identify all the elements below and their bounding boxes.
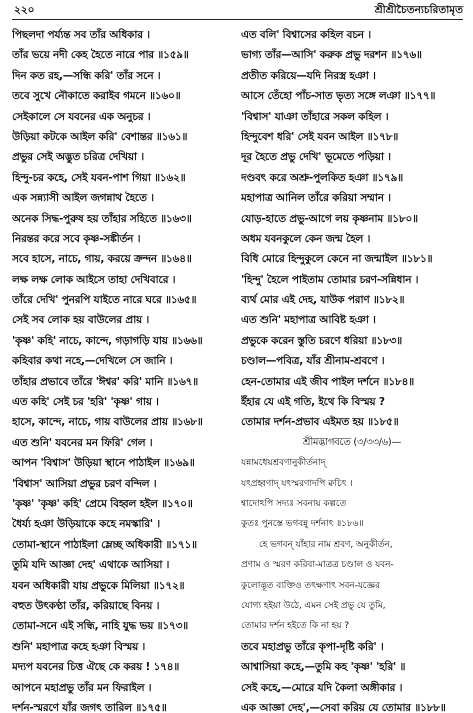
verse-line: আশ্বাসিয়া কহে,—তুমি কহ 'কৃষ্ণ' 'হরি' ॥: [241, 661, 406, 674]
verse-line: চণ্ডাল—পবিত্র, যাঁর শ্রীনাম-শ্রবণে ।: [241, 355, 385, 368]
verse-line: অনেক সিদ্ধ-পুরুষ হয় তাঁহার সহিতে ॥১৬৩॥: [12, 212, 192, 225]
verse-line: প্রতীত করিয়ে—যদি নিরস্ত্র হঞা ।: [241, 69, 376, 82]
verse-line: যোড়-হাতে প্রভু-আগে লয় কৃষ্ণনাম ॥১৮০॥: [241, 212, 418, 225]
verse-line: দূর হৈতে প্রভু দেখি' ভূমেতে পড়িয়া ।: [241, 151, 391, 164]
verse-line: হিন্দু-চর কহে, সেই যবন-পাশ গিয়া ॥১৬২॥: [12, 171, 186, 184]
verse-line: পিছলদা পর্য্যন্ত সব তাঁর অধিকার ।: [12, 29, 150, 41]
verse-line: 'বিশ্বাস' আসিয়া প্রভুর চরণ বন্দিল ।: [12, 477, 157, 490]
verse-line: অধম যবনকুলে কেন জন্ম হৈল ।: [241, 232, 371, 245]
verse-line: বিধি মোরে হিন্দুকুলে কেনে না জন্মাইল ॥১৮১॥: [241, 253, 433, 266]
verse-line: তোমার দর্শন-প্রভাব এইমত হয় ॥১৮৫॥: [241, 416, 399, 429]
verse-line: ধৈর্য্য হঞা উড়িয়াকে কহে নমস্কারি' ।: [12, 518, 160, 531]
verse-line: উড়িয়া কটকে আইল করি' বেশান্তর ॥১৬১॥: [12, 130, 188, 143]
verse-line: তবে মহাপ্রভু তাঁরে কৃপা-দৃষ্টি করি' ।: [241, 640, 384, 653]
verse-line: তোমা-স্থানে পাঠাইলা ম্লেচ্ছ অধিকারী ॥১৭১॥: [12, 538, 197, 551]
verse-line: তোমা-সনে এই সন্ধি, নাহি যুদ্ধ ভয় ॥১৭৩॥: [12, 620, 189, 633]
verse-line: সেই সব লোক হয় বাউলের প্রায় ।: [12, 314, 150, 327]
verse-line: 'কৃষ্ণ' কহি' নাচে, কান্দে, গড়াগড়ি যায় ॥১৬৬॥: [12, 334, 203, 347]
verse-line: এত কহি' সেই চর 'হরি' 'কৃষ্ণ' গায় ।: [12, 396, 159, 409]
verse-line: এত শুনি' মহাপাত্র আবিষ্ট হঞা ।: [241, 314, 376, 327]
verse-line: 'বিশ্বাস' যাঞা তাঁহারে সকল কহিল ।: [241, 110, 389, 123]
sanskrit-line: হে ভগবন্ যাঁহার নাম শ্রবণ, অনুকীর্তন,: [259, 538, 393, 550]
verse-line: তুমি যদি আজ্ঞা দেহ' এথাকে আসিয়া ।: [12, 559, 170, 572]
scripture-reference: শ্রীমদ্ভাগবতে (৩/৩৩/৬)—: [302, 436, 402, 448]
verse-line: আপনে মহাপ্রভু তাঁর মন ফিরাইল ।: [12, 681, 152, 694]
verse-line: কহিবার কথা নহে,—দেখিলে সে জানি ।: [12, 355, 173, 368]
sanskrit-line: তোমার দর্শন হইতে কি না হয় ?: [241, 620, 349, 632]
verse-line: আপন 'বিশ্বাস' উড়িয়া স্থানে পাঠাইল ॥১৬৯॥: [12, 457, 195, 470]
verse-line: 'কৃষ্ণ' 'কৃষ্ণ' কহি' প্রেমে বিহ্বল হইল ॥১৭০॥: [12, 497, 193, 510]
sanskrit-line: যন্নামধেয়শ্রবণানুকীর্তনাদ্: [241, 457, 326, 469]
running-title: শ্রীশ্রীচৈতন্যচরিতামৃত: [374, 4, 463, 16]
verse-line: মদ্যপ যবনের চিত্ত ঐছে কে করয় ! ১৭৪॥: [12, 661, 180, 674]
sanskrit-line: প্রণাম ও স্মরণ করিবা-মাত্রত্র চণ্ডাল ও যবন-: [241, 559, 394, 571]
sanskrit-line: যোগ্য হইয়া উঠে, এমন সেই প্রভু যে তুমি,: [241, 599, 386, 611]
verse-line: সেই কহে,—মোরে যদি কৈলা অঙ্গীকার ।: [241, 681, 403, 694]
verse-line: মহাপাত্র আনিল তাঁরে করিয়া সম্মান ।: [241, 192, 391, 205]
verse-line: দিন কত রহ,—সন্ধি করি' তাঁর সনে ।: [12, 69, 161, 82]
verse-line: ভাগ্য তাঁর—আসি' করুক প্রভু দরশন ॥১৭৬॥: [241, 49, 422, 62]
sanskrit-line: শ্বাদোঽপি সদ্যঃ সবনায় কল্পতে: [241, 497, 347, 509]
verse-line: এত বলি' বিশ্বাসের কহিল বচন ।: [241, 29, 371, 41]
verse-line: সেইকালে সে যবনের এক অনুচর ।: [12, 110, 151, 123]
verse-line: দর্শন-স্মরণে যাঁর জগৎ তারিল ॥১৭৫॥: [12, 701, 167, 713]
verse-line: সবে হাসে, নাচে, গায়, করয়ে ক্রন্দন ॥১৬৪॥: [12, 253, 192, 266]
verse-line: ব্যর্থ মোর এই দেহ, যাউক পরাণ ॥১৮২॥: [241, 294, 405, 307]
verse-line: প্রভুকে করেন স্তুতি চরণে ধরিয়া ॥১৮৩॥: [241, 334, 402, 347]
verse-line: শুনি' মহাপাত্র কহে হঞা বিস্ময় ।: [12, 640, 146, 653]
verse-line: আসে তেঁহো পাঁচ-সাত ভৃত্য সঙ্গে লঞা ॥১৭৭॥: [241, 90, 436, 103]
verse-line: বহুত উৎকণ্ঠা তাঁর, করিয়াছে বিনয় ।: [12, 599, 160, 612]
page-header: [14, 3, 463, 17]
verse-line: লক্ষ লক্ষ লোক আইসে তাহা দেখিবারে ।: [12, 273, 176, 286]
verse-line: এক আজ্ঞা দেহ',—সেবা করিয় যে তোমার ॥১৮৮॥: [241, 701, 446, 713]
right-column: [241, 25, 463, 713]
sanskrit-line: যৎপ্রহ্বণাদ্ যৎস্মরণাদপি ক্বচিৎ ।: [241, 477, 353, 489]
sanskrit-line: কুতঃ পুনস্তে ভগবন্নু দর্শনাৎ ॥১৮৬॥: [241, 518, 364, 530]
verse-line: ইঁহার যে এই গতি, ইথে কি বিস্ময় ?: [241, 396, 385, 409]
verse-line: হাসে, কান্দে, নাচে, গায় বাউলের প্রায় ॥১৬৮॥: [12, 416, 203, 429]
verse-line: তাঁর ভয়ে নদী কেহ হৈতে নারে পার ॥১৫৯॥: [12, 49, 189, 62]
verse-line: প্রভুর সেই অদ্ভুত চরিত্র দেখিয়া ।: [12, 151, 144, 164]
verse-line: এত শুনি' যবনের মন ফিরি' গেল ।: [12, 436, 153, 449]
verse-line: হিন্দুবেশ ধরি' সেই যবন আইল ॥১৭৮॥: [241, 130, 399, 143]
verse-line: দণ্ডবৎ করে অশ্রু-পুলকিত হঞা ॥১৭৯॥: [241, 171, 403, 184]
verse-line: হেন-তোমার এই জীব পাইল দর্শনে ॥১৮৪॥: [241, 375, 414, 388]
page-number: ২২০: [14, 4, 35, 16]
left-column: [12, 25, 236, 713]
sanskrit-line: কুলোদ্ভূত ব্যক্তিও তৎক্ষণাৎ সবন-যজ্ঞের: [241, 579, 380, 591]
verse-line: তবে সুখে নৌকাতে করাইব গমনে ॥১৬০॥: [12, 90, 181, 103]
verse-line: যবন অধিকারী যায় প্রভুকে মিলিয়া ॥১৭২॥: [12, 579, 185, 592]
verse-line: তাঁহার প্রভাবে তাঁরে 'ঈশ্বর' করি' মানি ॥১৬৭॥: [12, 375, 198, 388]
verse-line: 'হিন্দু' হৈলে পাইতাম তোমার চরণ-সন্নিধান ।: [241, 273, 419, 286]
verse-line: এক সন্ন্যাসী আইল জগন্নাথ হৈতে ।: [12, 192, 154, 205]
header-rule: [12, 19, 463, 20]
verse-line: তাঁরে দেখি' পুনরপি যাইতে নারে ঘরে ॥১৬৫॥: [12, 294, 197, 307]
verse-line: নিরন্তর করে সবে কৃষ্ণ-সঙ্কীর্তন ।: [12, 232, 141, 245]
